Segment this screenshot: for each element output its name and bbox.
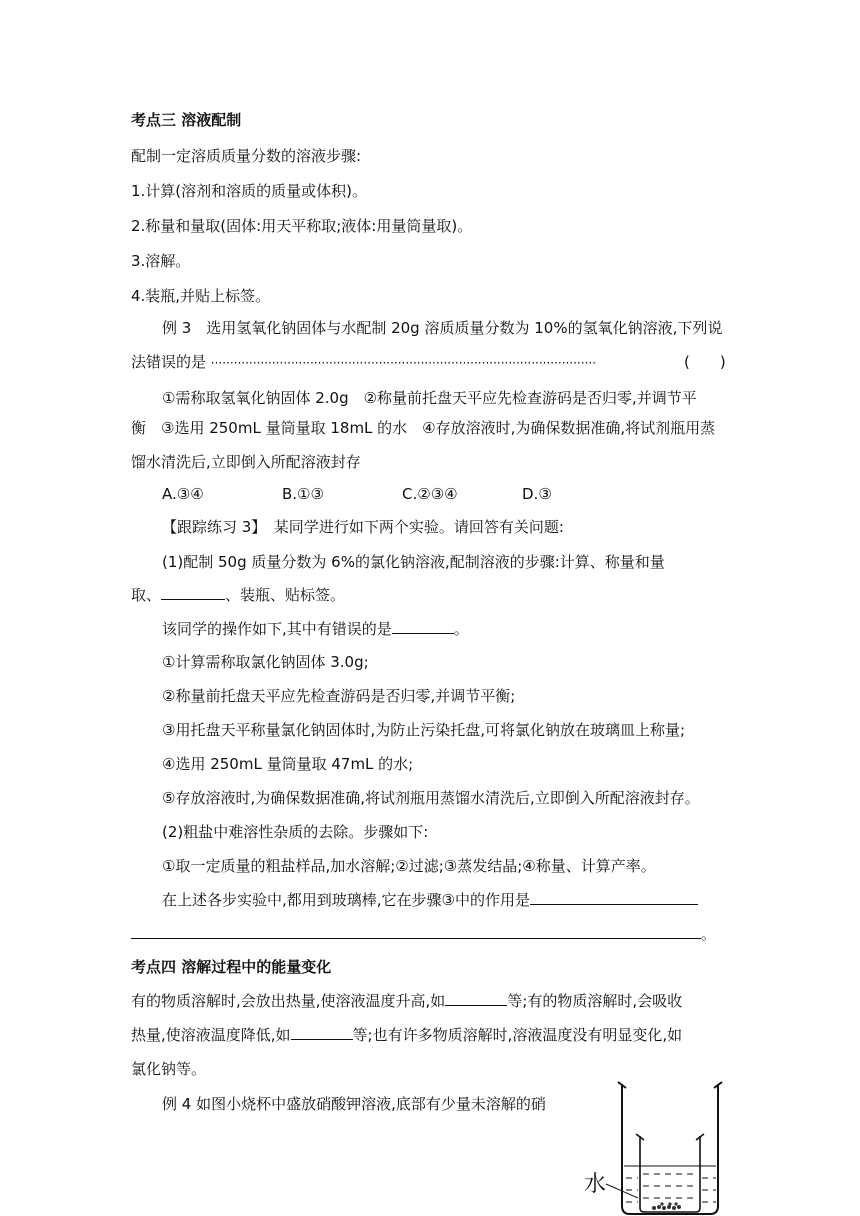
option-d: D.③ — [522, 485, 552, 503]
step-1: 1.计算(溶剂和溶质的质量或体积)。 — [131, 182, 368, 200]
operation-2: ②称量前托盘天平应先检查游码是否归零,并调节平衡; — [162, 687, 516, 705]
practice3-q2-answer-line — [131, 924, 716, 944]
step-4: 4.装瓶,并贴上标签。 — [131, 287, 271, 305]
answer-paren: ( ) — [684, 353, 726, 371]
inner-solution-dashes — [643, 1174, 698, 1198]
practice3-title: 【跟踪练习 3】 某同学进行如下两个实验。请回答有关问题: — [162, 518, 564, 536]
example3-statement-line3: 馏水清洗后,立即倒入所配溶液封存 — [131, 453, 361, 471]
practice3-q1-line1: (1)配制 50g 质量分数为 6%的氯化钠溶液,配制溶液的步骤:计算、称量和量 — [162, 553, 665, 571]
operation-5: ⑤存放溶液时,为确保数据准确,将试剂瓶用蒸馏水清洗后,立即倒入所配溶液封存。 — [162, 789, 700, 807]
example3-line1: 例 3 选用氢氧化钠固体与水配制 20g 溶质质量分数为 10%的氢氧化钠溶液,下列说 — [162, 319, 723, 337]
q2-question-text: 在上述各步实验中,都用到玻璃棒,它在步骤③中的作用是 — [162, 891, 530, 909]
practice3-q2-question — [162, 890, 698, 910]
operation-4: ④选用 250mL 量筒量取 47mL 的水; — [162, 755, 414, 773]
operation-1: ①计算需称取氯化钠固体 3.0g; — [162, 653, 369, 671]
q1-line3-end: 。 — [453, 620, 469, 638]
answer-blank[interactable] — [392, 619, 454, 634]
example3-statement-line1: ①需称取氢氧化钠固体 2.0g ②称量前托盘天平应先检查游码是否归零,并调节平 — [162, 389, 697, 407]
water-label: 水 — [584, 1172, 607, 1197]
outer-beaker — [622, 1084, 718, 1214]
answer-blank[interactable] — [530, 890, 698, 905]
s4-line2-end: 等;也有许多物质溶解时,溶液温度没有明显变化,如 — [352, 1026, 683, 1044]
answer-blank[interactable] — [131, 924, 701, 939]
q1-line3-start: 该同学的操作如下,其中有错误的是 — [162, 620, 392, 638]
section4-line2 — [131, 1025, 682, 1045]
section4-heading: 考点四 溶解过程中的能量变化 — [131, 958, 332, 976]
example3-question-prefix: 法错误的是 — [131, 353, 207, 371]
section3-intro: 配制一定溶质质量分数的溶液步骤: — [131, 147, 362, 165]
answer-blank[interactable] — [291, 1025, 353, 1040]
q1-line2-end: 、装瓶、贴标签。 — [225, 586, 346, 604]
example4-line1: 例 4 如图小烧杯中盛放硝酸钾溶液,底部有少量未溶解的硝 — [162, 1095, 546, 1113]
example3-line2 — [131, 352, 731, 373]
section4-line1 — [131, 991, 682, 1011]
step-3: 3.溶解。 — [131, 252, 191, 270]
answer-blank[interactable] — [161, 585, 225, 600]
q2-end: 。 — [701, 925, 717, 943]
section4-line3: 氯化钠等。 — [131, 1060, 207, 1078]
q1-line2-start: 取、 — [131, 586, 162, 604]
practice3-q1-line3 — [162, 619, 469, 639]
step-2: 2.称量和量取(固体:用天平称取;液体:用量筒量取)。 — [131, 217, 473, 235]
practice3-q1-line2 — [131, 585, 345, 605]
option-b: B.①③ — [282, 485, 324, 503]
undissolved-crystals — [652, 1202, 681, 1210]
option-a: A.③④ — [162, 485, 204, 503]
leader-dots: ····································································································· — [210, 356, 597, 370]
s4-line1-start: 有的物质溶解时,会放出热量,使溶液温度升高,如 — [131, 992, 446, 1010]
operation-3: ③用托盘天平称量氯化钠固体时,为防止污染托盘,可将氯化钠放在玻璃皿上称量; — [162, 721, 686, 739]
s4-line1-end: 等;有的物质溶解时,会吸收 — [507, 992, 683, 1010]
option-c: C.②③④ — [402, 485, 458, 503]
practice3-q2-steps: ①取一定质量的粗盐样品,加水溶解;②过滤;③蒸发结晶;④称量、计算产率。 — [162, 857, 656, 875]
section3-heading: 考点三 溶液配制 — [131, 111, 242, 129]
answer-blank[interactable] — [445, 991, 507, 1006]
practice3-q2-title: (2)粗盐中难溶性杂质的去除。步骤如下: — [162, 823, 429, 841]
example3-statement-line2: 衡 ③选用 250mL 量筒量取 18mL 的水 ④存放溶液时,为确保数据准确,将试剂瓶用蒸 — [131, 419, 716, 437]
s4-line2-start: 热量,使溶液温度降低,如 — [131, 1026, 291, 1044]
